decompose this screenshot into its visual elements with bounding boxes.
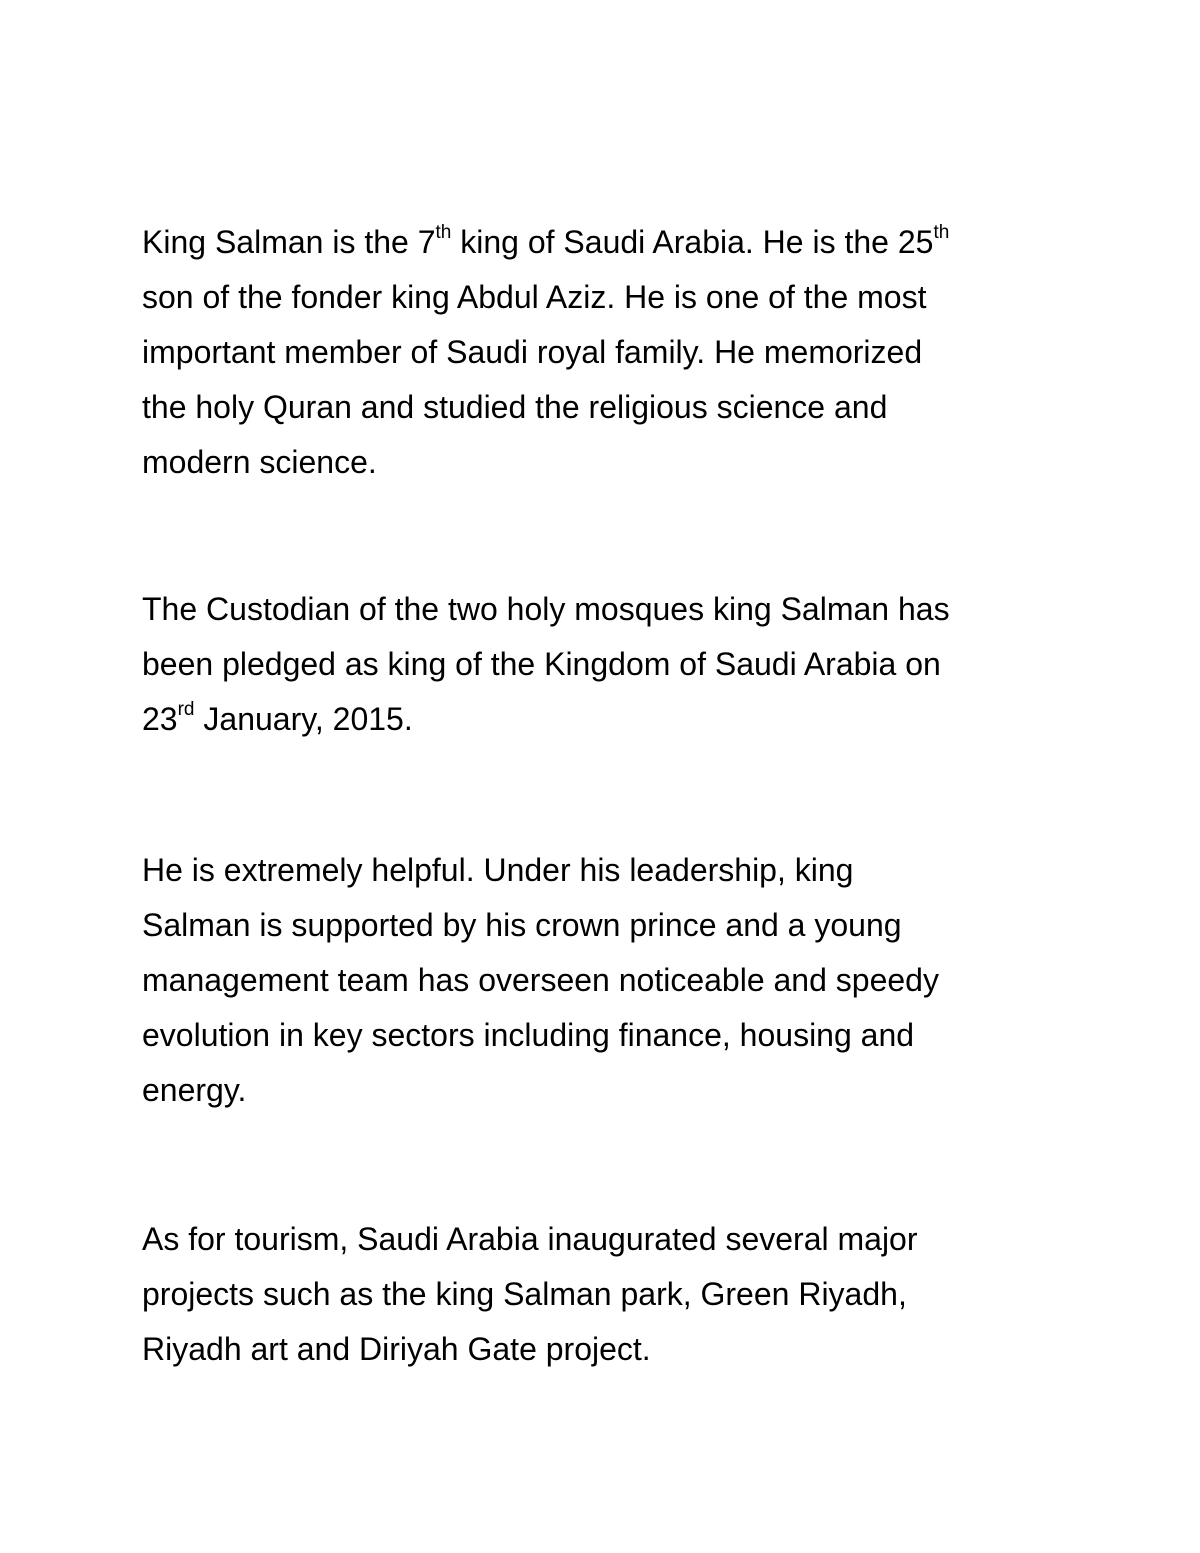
text-line: management team has overseen noticeable and speedy — [142, 962, 939, 998]
paragraph-leadership — [142, 843, 1062, 1118]
text-run: 23 — [142, 701, 178, 737]
text-line: evolution in key sectors including finance, housing and — [142, 1017, 915, 1053]
paragraph-tourism — [142, 1212, 1062, 1377]
text-line — [142, 215, 1062, 270]
text-line — [142, 692, 1062, 747]
text-line: the holy Quran and studied the religious science and — [142, 389, 888, 425]
text-line: energy. — [142, 1072, 247, 1108]
text-run: King Salman is the 7 — [142, 224, 436, 260]
text-line: The Custodian of the two holy mosques king Salman has — [142, 591, 950, 627]
text-line: modern science. — [142, 444, 377, 480]
ordinal-suffix: th — [435, 222, 452, 244]
text-line: important member of Saudi royal family. He memorized — [142, 334, 923, 370]
paragraph-king-salman-intro — [142, 215, 1062, 490]
ordinal-suffix: rd — [177, 699, 195, 721]
text-line: Riyadh art and Diriyah Gate project. — [142, 1331, 651, 1367]
text-line: Salman is supported by his crown prince and a young — [142, 907, 902, 943]
text-line: projects such as the king Salman park, Green Riyadh, — [142, 1276, 907, 1312]
text-line: As for tourism, Saudi Arabia inaugurated several major — [142, 1221, 918, 1257]
text-line: He is extremely helpful. Under his leadership, king — [142, 852, 854, 888]
text-line: son of the fonder king Abdul Aziz. He is one of the most — [142, 279, 927, 315]
text-run: king of Saudi Arabia. He is the 25 — [451, 224, 934, 260]
ordinal-suffix: th — [933, 222, 950, 244]
text-line: been pledged as king of the Kingdom of Saudi Arabia on — [142, 646, 941, 682]
text-run: January, 2015. — [194, 701, 413, 737]
paragraph-custodian — [142, 582, 1062, 747]
